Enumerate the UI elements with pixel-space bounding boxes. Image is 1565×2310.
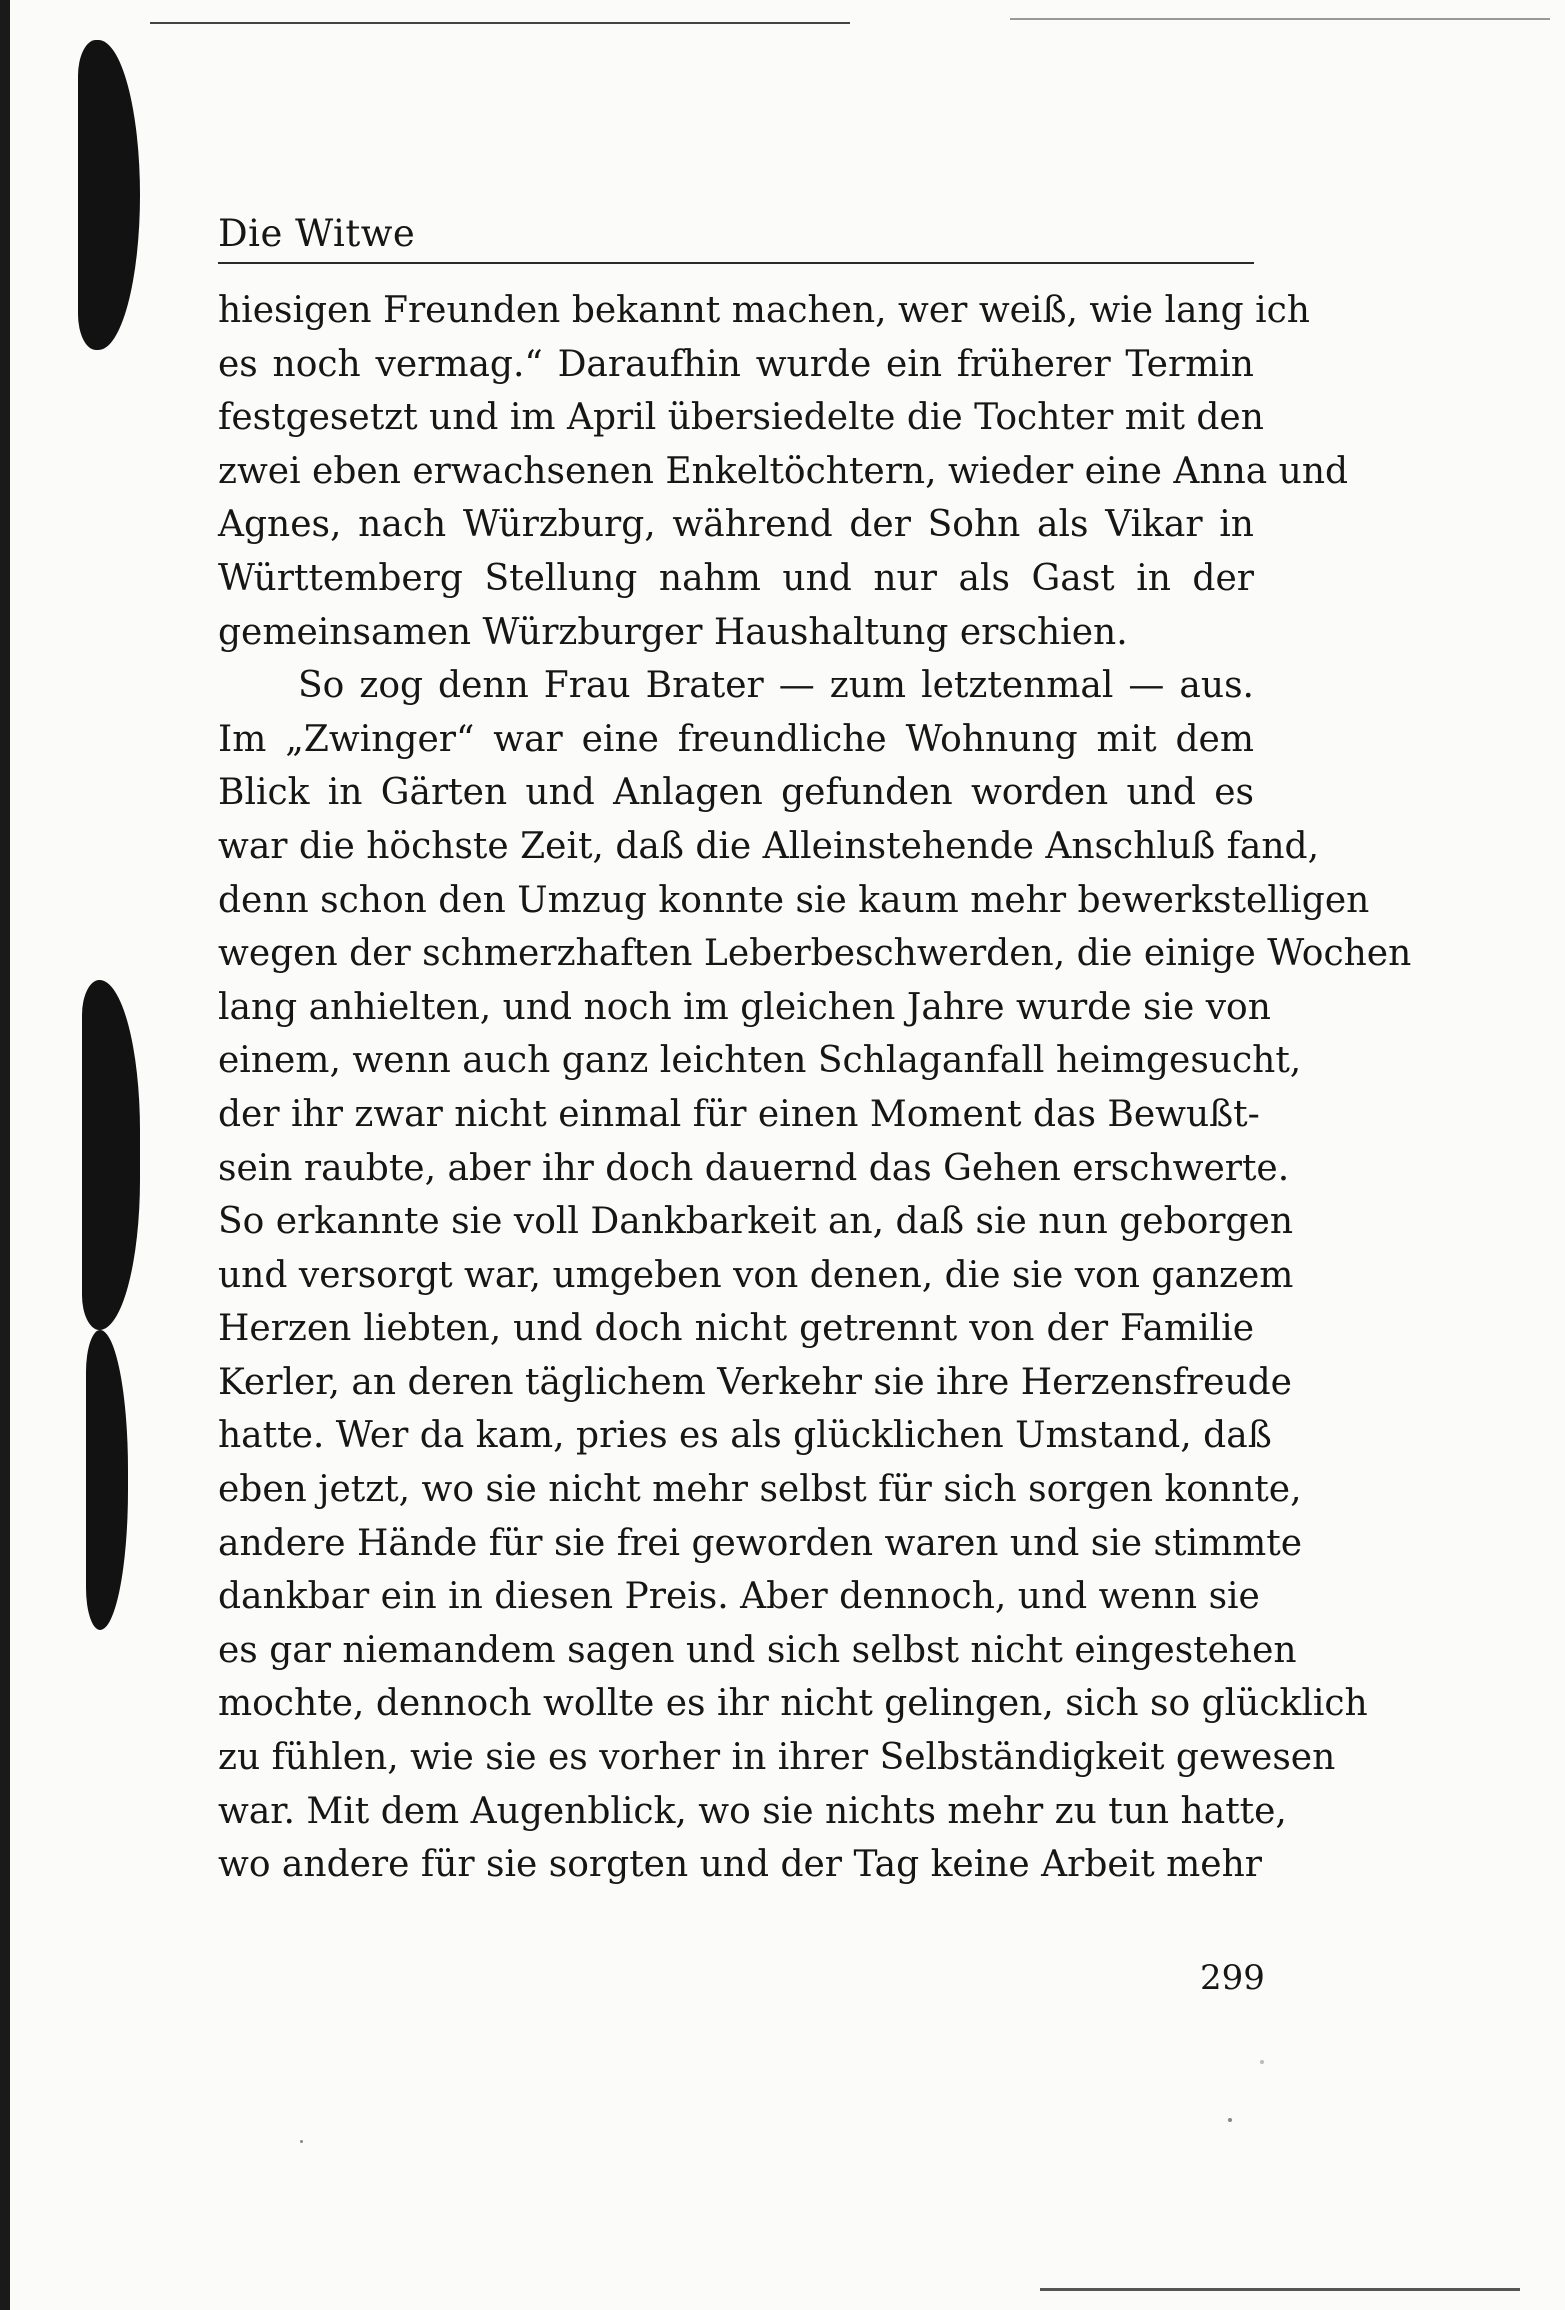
header-rule [218,262,1254,264]
text-line: So zog denn Frau Brater — zum letztenmal — aus. [298,665,1254,707]
running-head: Die Witwe [218,212,416,255]
text-line: Württemberg Stellung nahm und nur als Gast in der [218,557,1254,599]
text-line: hiesigen Freunden bekannt machen, wer weiß, wie lang ich [218,290,1310,331]
scan-speck [300,2140,303,2143]
text-line: und versorgt war, umgeben von denen, die sie von ganzem [218,1254,1294,1296]
text-line: einem, wenn auch ganz leichten Schlaganfall heimgesucht, [218,1040,1302,1082]
binding-shadow [78,40,140,350]
scan-top-edge [1010,18,1550,20]
page-number: 299 [1200,1958,1265,1998]
text-line: war. Mit dem Augenblick, wo sie nichts mehr zu tun hatte, [218,1790,1287,1832]
text-line: denn schon den Umzug konnte sie kaum mehr bewerkstelligen [218,879,1370,921]
text-line: lang anhielten, und noch im gleichen Jahre wurde sie von [218,986,1271,1028]
text-line: Blick in Gärten und Anlagen gefunden worden und es [218,772,1254,814]
text-line: mochte, dennoch wollte es ihr nicht gelingen, sich so glücklich [218,1683,1368,1725]
scan-speck [1260,2060,1264,2064]
text-line: gemeinsamen Würzburger Haushaltung erschien. [218,611,1128,653]
text-line: zwei eben erwachsenen Enkeltöchtern, wieder eine Anna und [218,450,1349,492]
text-line: Herzen liebten, und doch nicht getrennt von der Familie [218,1308,1254,1350]
scan-bottom-edge [1040,2288,1520,2291]
text-line: war die höchste Zeit, daß die Alleinstehende Anschluß fand, [218,825,1320,867]
scan-top-edge [150,22,850,24]
text-line: der ihr zwar nicht einmal für einen Moment das Bewußt- [218,1093,1260,1135]
text-line: es gar niemandem sagen und sich selbst nicht eingestehen [218,1629,1297,1671]
binding-shadow [86,1330,128,1630]
text-line: sein raubte, aber ihr doch dauernd das Gehen erschwerte. [218,1147,1290,1189]
text-line: es noch vermag.“ Daraufhin wurde ein früherer Termin [218,343,1254,385]
text-line: Agnes, nach Würzburg, während der Sohn als Vikar in [218,504,1254,546]
text-line: So erkannte sie voll Dankbarkeit an, daß sie nun geborgen [218,1201,1294,1243]
scan-edge [0,0,10,2310]
text-line: dankbar ein in diesen Preis. Aber dennoch, und wenn sie [218,1576,1260,1618]
text-line: Kerler, an deren täglichem Verkehr sie ihre Herzensfreude [218,1361,1292,1403]
text-line: wegen der schmerzhaften Leberbeschwerden, die einige Wochen [218,933,1412,975]
text-line: eben jetzt, wo sie nicht mehr selbst für sich sorgen konnte, [218,1469,1302,1511]
text-line: zu fühlen, wie sie es vorher in ihrer Selbständigkeit gewesen [218,1737,1336,1779]
text-line: Im „Zwinger“ war eine freundliche Wohnung mit dem [218,718,1254,760]
body-text [218,284,1412,1892]
scan-speck [1228,2118,1232,2122]
binding-shadow [82,980,140,1330]
text-line: festgesetzt und im April übersiedelte die Tochter mit den [218,397,1264,439]
text-line: wo andere für sie sorgten und der Tag keine Arbeit mehr [218,1844,1262,1886]
text-line: hatte. Wer da kam, pries es als glücklichen Umstand, daß [218,1415,1272,1457]
text-line: andere Hände für sie frei geworden waren und sie stimmte [218,1522,1303,1564]
